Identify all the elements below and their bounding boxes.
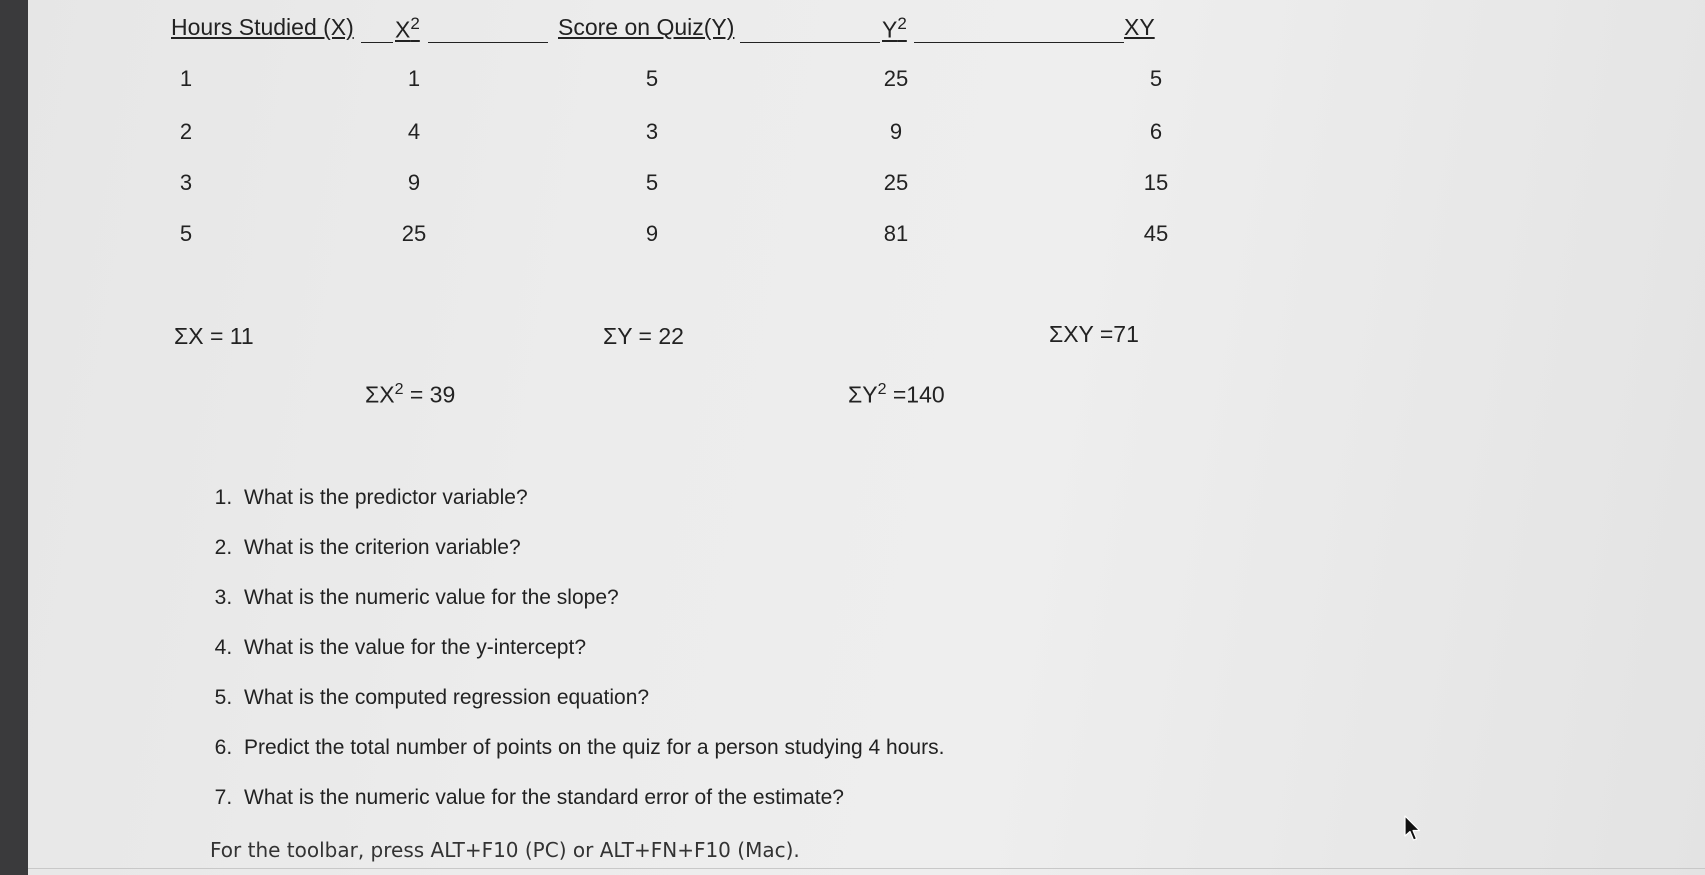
header-xy: XY (1124, 14, 1155, 40)
table-cell: 1 (407, 66, 421, 91)
table-cell: 9 (407, 170, 421, 195)
table-cell: 5 (1149, 66, 1163, 91)
question-item: 5. What is the computed regression equation? (238, 678, 944, 728)
toolbar-hint: For the toolbar, press ALT+F10 (PC) or ALT+FN+F10 (Mac). (210, 838, 800, 862)
table-cell: 15 (1143, 170, 1169, 195)
sum-x: ΣX = 11 (174, 323, 254, 349)
table-cell: 9 (645, 221, 659, 246)
question-item: 4. What is the value for the y-intercept? (238, 628, 944, 678)
table-cell: 1 (179, 66, 193, 91)
table-cell: 5 (179, 221, 193, 246)
table-cell: 6 (1149, 119, 1163, 144)
table-cell: 25 (401, 221, 427, 246)
header-underline (361, 42, 393, 43)
editor-toolbar-edge (28, 868, 1705, 869)
question-list (208, 478, 944, 828)
header-y-squared: $Y^2$ (882, 14, 907, 43)
question-item: 7. What is the numeric value for the standard error of the estimate? (238, 778, 944, 828)
question-item: 2. What is the criterion variable? (238, 528, 944, 578)
table-cell: 45 (1143, 221, 1169, 246)
table-cell: 81 (883, 221, 909, 246)
question-item: 1. What is the predictor variable? (238, 478, 944, 528)
table-cell: 2 (179, 119, 193, 144)
header-hours-studied: Hours Studied (X) (171, 14, 354, 40)
header-x-squared: $X^2$ (395, 14, 420, 43)
header-underline (740, 42, 880, 43)
table-cell: 9 (889, 119, 903, 144)
table-cell: 25 (883, 170, 909, 195)
sum-x-squared: $\Sigma X^2 = 39$ (365, 381, 456, 408)
sum-y: ΣY = 22 (603, 323, 684, 349)
question-item: 6. Predict the total number of points on the quiz for a person studying 4 hours. (238, 728, 944, 778)
question-item: 3. What is the numeric value for the slope? (238, 578, 944, 628)
document-content (28, 0, 1705, 875)
table-cell: 4 (407, 119, 421, 144)
header-underline (914, 42, 1124, 43)
table-cell: 25 (883, 66, 909, 91)
header-underline (428, 42, 548, 43)
mouse-pointer-icon (1403, 815, 1423, 848)
table-cell: 3 (179, 170, 193, 195)
sum-y-squared: $\Sigma Y^2 =140$ (848, 381, 945, 408)
table-cell: 3 (645, 119, 659, 144)
table-cell: 5 (645, 170, 659, 195)
screen-left-edge (0, 0, 28, 875)
sum-xy: ΣXY =71 (1049, 321, 1139, 347)
header-score-on-quiz: Score on Quiz(Y) (558, 14, 735, 40)
table-cell: 5 (645, 66, 659, 91)
